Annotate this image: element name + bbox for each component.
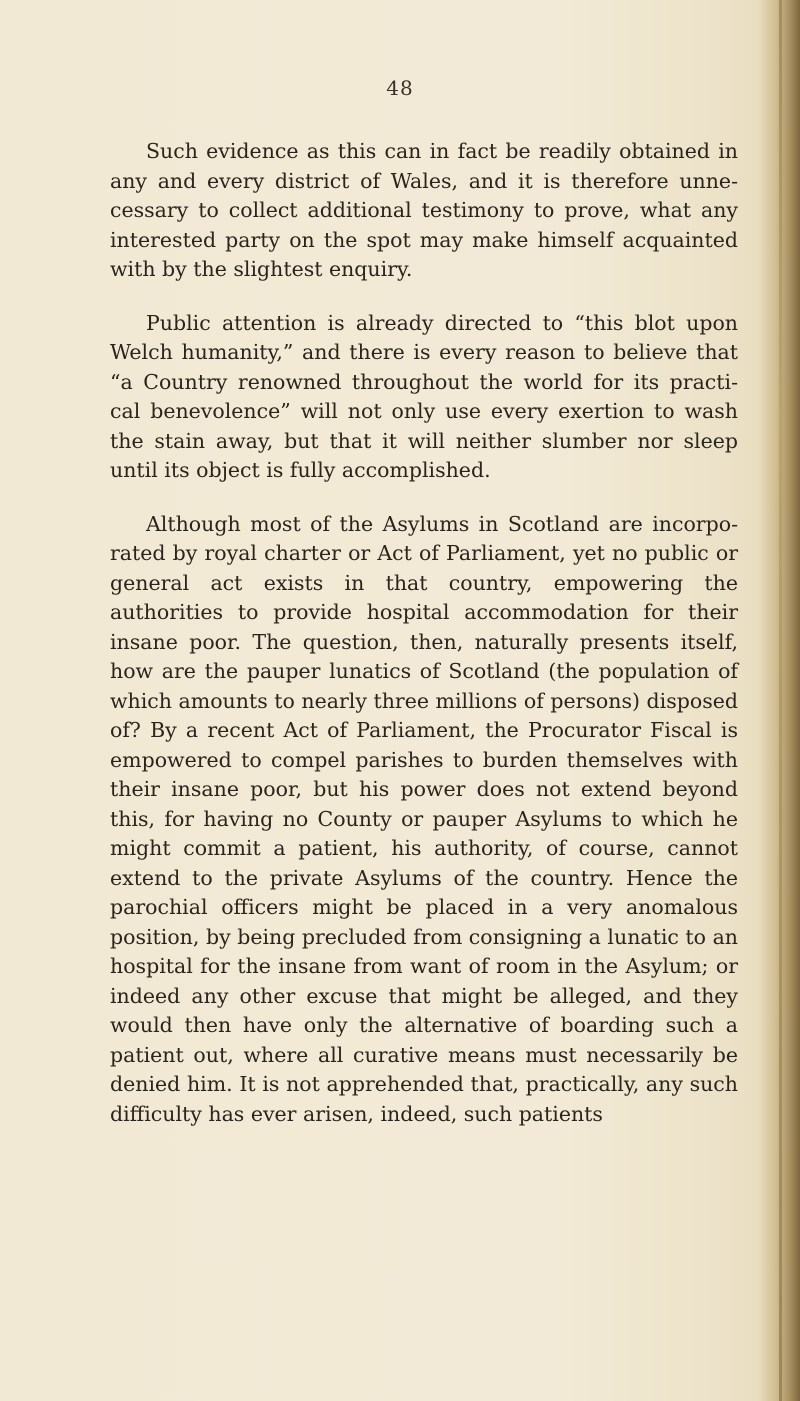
paragraph-3: Although most of the Asylums in Scotland are incorpo- rated by royal charter or Act of Parliament, yet no public or general act exists in that country, empowering the authorities to provide hospital accommodation for their insane poor. The question, then, naturally presents itself, how are the pauper lunatics of Scotland (the population of which amounts to nearly three millions of persons) disposed of? By a recent Act of Parliament, the Procurator Fiscal is empowered to compel parishes to burden themselves with their insane poor, but his power does not extend beyond this, for having no County or pauper Asylums to which he might commit a patient, his authority, of course, cannot extend to the private Asylums of the country. Hence the parochial officers might be placed in a very anomalous position, by being precluded from consigning a lunatic to an hospital for the insane from want of room in the Asylum; or indeed any other excuse that might be alleged, and they would then have only the alternative of boarding such a patient out, where all curative means must necessarily be denied him. It is not apprehended that, practically, any such difficulty has ever arisen, indeed, such patients [110, 511, 738, 1126]
body-text [110, 137, 738, 1153]
page-edge-binding [779, 0, 782, 1401]
page-number: 48 [386, 76, 414, 100]
paragraph-1: Such evidence as this can in fact be readily obtained in any and every district of Wales, and it is therefore unne- cessary to collect additional testimony to prove, what any interested party on the spot may make himself acquainted with by the slightest enquiry. [110, 139, 738, 281]
paragraph-2: Public attention is already directed to “this blot upon Welch humanity,” and there is every reason to believe that “a Country renowned throughout the world for its practi- cal benevolence” will not only use every exertion to wash the stain away, but that it will neither slumber nor sleep until its object is fully accomplished. [110, 310, 738, 482]
